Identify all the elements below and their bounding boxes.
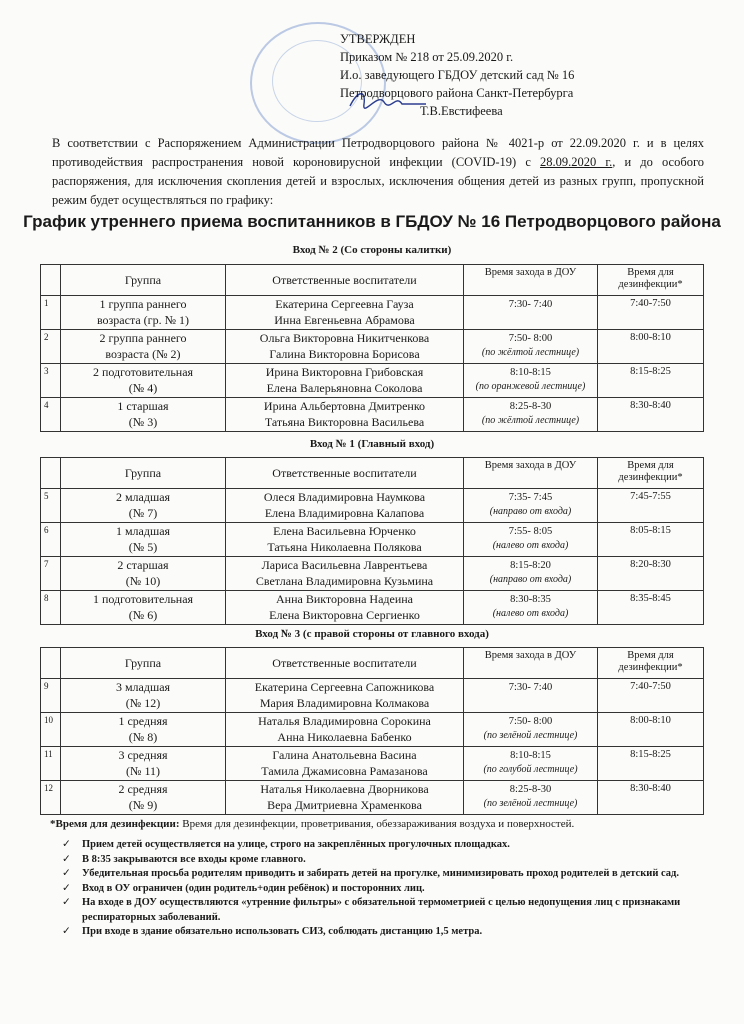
entry-time-cell: [464, 296, 598, 330]
group-name: 2 старшая: [117, 558, 169, 572]
teacher-2: Тамила Джамисовна Рамазанова: [261, 764, 428, 778]
row-number: 3: [41, 364, 61, 398]
group-name: 1 старшая: [117, 399, 169, 413]
header-disinfection-time: Время для дезинфекции*: [598, 265, 704, 296]
rule-text: На входе в ДОУ осуществляются «утренние фильтры» с обязательной термометрией с целью недопущения лиц с признаками респираторных заболеваний.: [82, 897, 681, 923]
teacher-2: Галина Викторовна Борисова: [269, 347, 420, 361]
approval-block: [340, 30, 574, 120]
teacher-2: Анна Николаевна Бабенко: [277, 730, 412, 744]
group-name: 1 группа раннего: [99, 297, 187, 311]
table-row: [41, 747, 704, 781]
teacher-1: Олеся Владимировна Наумкова: [263, 490, 426, 504]
teachers-cell: [226, 296, 464, 330]
teachers-cell: [226, 713, 464, 747]
entry-route-note: (направо от входа): [489, 506, 572, 517]
entry-route-note: (налево от входа): [492, 540, 569, 551]
teachers-cell: [226, 523, 464, 557]
entry-time-cell: [464, 747, 598, 781]
entry-route-note: (по оранжевой лестнице): [475, 381, 586, 392]
group-name: 1 подготовительная: [92, 592, 194, 606]
checkmark-icon: ✓: [62, 868, 71, 879]
checkmark-icon: ✓: [62, 839, 71, 850]
group-name: 1 средняя: [118, 714, 168, 728]
group-number: (№ 6): [128, 608, 158, 622]
entry-time-cell: [464, 364, 598, 398]
approval-title: УТВЕРЖДЕН: [340, 32, 416, 46]
intro-text-1: В соответствии с Распоряжением Администрации Петродворцового района № 4021-р от 22.09.2020 г. и в целях противодействия распространения новой короновирусной инфекции (COVID-19) с: [52, 136, 704, 169]
approval-position: И.о. заведующего ГБДОУ детский сад № 16: [340, 68, 575, 82]
rule-text: Прием детей осуществляется на улице, строго на закреплённых прогулочных площадках.: [82, 839, 510, 850]
header-responsible: Ответственные воспитатели: [226, 458, 464, 489]
teachers-cell: [226, 781, 464, 815]
group-cell: [61, 747, 226, 781]
entry-route-note: (направо от входа): [489, 574, 572, 585]
entry-route-note: (по жёлтой лестнице): [481, 415, 580, 426]
header-group: Группа: [61, 265, 226, 296]
row-number: 12: [41, 781, 61, 815]
footnote-label: *Время для дезинфекции:: [50, 818, 180, 830]
teachers-cell: [226, 557, 464, 591]
header-entry-time: Время захода в ДОУ: [464, 265, 598, 296]
header-num: [41, 265, 61, 296]
entry-time: 7:50- 8:00: [508, 716, 553, 727]
rule-item: [62, 925, 702, 940]
header-responsible: Ответственные воспитатели: [226, 265, 464, 296]
entry-time: 8:30-8:35: [510, 594, 551, 605]
entry-time: 7:50- 8:00: [508, 333, 553, 344]
rule-text: В 8:35 закрываются все входы кроме главного.: [82, 853, 306, 865]
entry-time: 7:30- 7:40: [508, 682, 553, 693]
group-number: возраста (№ 2): [105, 347, 181, 361]
entry-route-note: (по голубой лестнице): [483, 764, 578, 775]
row-number: 10: [41, 713, 61, 747]
table-row: [41, 679, 704, 713]
teacher-2: Елена Валерьяновна Соколова: [266, 381, 423, 395]
table-row: [41, 296, 704, 330]
group-name: 2 группа раннего: [99, 331, 187, 345]
teacher-2: Елена Викторовна Сергиенко: [269, 608, 420, 622]
disinfection-time: 8:15-8:25: [598, 747, 704, 781]
table-header-row: [41, 265, 704, 296]
teacher-1: Екатерина Сергеевна Гауза: [275, 297, 414, 311]
group-number: (№ 12): [125, 696, 161, 710]
checkmark-icon: ✓: [62, 853, 71, 865]
header-disinfection-time: Время для дезинфекции*: [598, 648, 704, 679]
intro-text-2: , и до особого распоряжения, для исключения скопления детей и взрослых, исключения общения детей из разных групп, пропускной режим будет осуществляться по графику:: [52, 155, 705, 207]
row-number: 9: [41, 679, 61, 713]
teacher-1: Ирина Альбертовна Дмитренко: [263, 399, 426, 413]
entry-route-note: (по зелёной лестнице): [483, 730, 578, 741]
entry-time-cell: [464, 679, 598, 713]
disinfection-time: 8:05-8:15: [598, 523, 704, 557]
header-entry-time: Время захода в ДОУ: [464, 458, 598, 489]
entrance-heading: Вход № 3 (с правой стороны от главного входа): [255, 628, 489, 640]
group-number: возраста (гр. № 1): [96, 313, 190, 327]
footnote: [50, 818, 574, 830]
table-header-row: [41, 648, 704, 679]
table-row: [41, 713, 704, 747]
entry-time: 7:30- 7:40: [508, 299, 553, 310]
entry-route-note: (по жёлтой лестнице): [481, 347, 580, 358]
teachers-cell: [226, 330, 464, 364]
row-number: 5: [41, 489, 61, 523]
disinfection-time: 8:00-8:10: [598, 330, 704, 364]
group-cell: [61, 781, 226, 815]
teachers-cell: [226, 489, 464, 523]
intro-date: 28.09.2020 г.: [540, 155, 613, 169]
checkmark-icon: ✓: [62, 926, 71, 937]
entry-time-cell: [464, 781, 598, 815]
entry-time: 7:35- 7:45: [508, 492, 553, 503]
group-number: (№ 7): [128, 506, 158, 520]
teacher-1: Галина Анатольевна Васина: [272, 748, 417, 762]
row-number: 4: [41, 398, 61, 432]
disinfection-time: 8:35-8:45: [598, 591, 704, 625]
approval-signatory: Т.В.Евстифеева: [420, 104, 503, 118]
group-cell: [61, 296, 226, 330]
table-row: [41, 523, 704, 557]
group-name: 2 младшая: [115, 490, 171, 504]
disinfection-time: 8:00-8:10: [598, 713, 704, 747]
teacher-2: Светлана Владимировна Кузьмина: [255, 574, 434, 588]
rule-item: [62, 896, 702, 925]
teacher-1: Лариса Васильевна Лаврентьева: [261, 558, 428, 572]
header-group: Группа: [61, 648, 226, 679]
schedule-table: [40, 457, 704, 625]
entry-time-cell: [464, 591, 598, 625]
teacher-1: Елена Васильевна Юрченко: [273, 524, 416, 538]
entry-time-cell: [464, 523, 598, 557]
table-row: [41, 489, 704, 523]
entry-time-cell: [464, 330, 598, 364]
group-number: (№ 11): [126, 764, 160, 778]
group-cell: [61, 591, 226, 625]
rule-text: При входе в здание обязательно использовать СИЗ, соблюдать дистанцию 1,5 метра.: [82, 926, 483, 937]
teacher-2: Мария Владимировна Колмакова: [259, 696, 430, 710]
teachers-cell: [226, 591, 464, 625]
header-disinfection-time: Время для дезинфекции*: [598, 458, 704, 489]
entrance-heading: Вход № 2 (Со стороны калитки): [292, 244, 452, 256]
group-name: 1 младшая: [115, 524, 171, 538]
group-cell: [61, 364, 226, 398]
group-cell: [61, 713, 226, 747]
footnote-text: Время для дезинфекции, проветривания, обеззараживания воздуха и поверхностей.: [179, 818, 575, 830]
teacher-1: Анна Викторовна Надеина: [275, 592, 414, 606]
entry-route-note: (налево от входа): [492, 608, 569, 619]
row-number: 7: [41, 557, 61, 591]
rule-item: [62, 867, 702, 882]
group-cell: [61, 398, 226, 432]
teacher-2: Татьяна Николаевна Полякова: [267, 540, 422, 554]
table-row: [41, 364, 704, 398]
header-group: Группа: [61, 458, 226, 489]
teacher-1: Ольга Викторовна Никитченкова: [259, 331, 430, 345]
group-number: (№ 4): [128, 381, 158, 395]
entry-route-note: (по зелёной лестнице): [483, 798, 578, 809]
entry-time-cell: [464, 398, 598, 432]
teacher-2: Татьяна Викторовна Васильева: [264, 415, 425, 429]
disinfection-time: 7:45-7:55: [598, 489, 704, 523]
rule-item: [62, 882, 702, 897]
entrance-heading: Вход № 1 (Главный вход): [309, 438, 435, 450]
row-number: 11: [41, 747, 61, 781]
teachers-cell: [226, 679, 464, 713]
row-number: 2: [41, 330, 61, 364]
group-number: (№ 3): [128, 415, 158, 429]
table-row: [41, 591, 704, 625]
group-cell: [61, 489, 226, 523]
schedule-table: [40, 647, 704, 815]
group-name: 2 средняя: [118, 782, 168, 796]
group-number: (№ 9): [128, 798, 158, 812]
entry-time: 8:10-8:15: [510, 750, 551, 761]
group-cell: [61, 557, 226, 591]
disinfection-time: 7:40-7:50: [598, 296, 704, 330]
checkmark-icon: ✓: [62, 882, 71, 894]
group-cell: [61, 330, 226, 364]
teachers-cell: [226, 398, 464, 432]
entry-time: 8:25-8-30: [509, 784, 552, 795]
rule-item: [62, 838, 702, 853]
entry-time: 8:25-8-30: [509, 401, 552, 412]
teacher-2: Вера Дмитриевна Храменкова: [267, 798, 422, 812]
rules-list: [62, 838, 702, 940]
group-cell: [61, 679, 226, 713]
entry-time-cell: [464, 557, 598, 591]
group-name: 3 средняя: [118, 748, 168, 762]
table-row: [41, 781, 704, 815]
intro-paragraph: [52, 134, 704, 210]
teacher-2: Инна Евгеньевна Абрамова: [274, 313, 415, 327]
group-number: (№ 10): [125, 574, 161, 588]
table-row: [41, 557, 704, 591]
disinfection-time: 8:15-8:25: [598, 364, 704, 398]
teachers-cell: [226, 364, 464, 398]
teacher-1: Ирина Викторовна Грибовская: [265, 365, 424, 379]
rule-item: [62, 853, 702, 868]
rule-text: Вход в ОУ ограничен (один родитель+один ребёнок) и посторонних лиц.: [82, 882, 425, 894]
table-row: [41, 330, 704, 364]
row-number: 1: [41, 296, 61, 330]
group-name: 2 подготовительная: [92, 365, 194, 379]
entry-time: 8:15-8:20: [510, 560, 551, 571]
teacher-1: Наталья Николаевна Дворникова: [260, 782, 429, 796]
approval-order: Приказом № 218 от 25.09.2020 г.: [340, 50, 514, 64]
header-entry-time: Время захода в ДОУ: [464, 648, 598, 679]
group-cell: [61, 523, 226, 557]
teacher-1: Екатерина Сергеевна Сапожникова: [254, 680, 435, 694]
disinfection-time: 8:20-8:30: [598, 557, 704, 591]
disinfection-time: 8:30-8:40: [598, 781, 704, 815]
disinfection-time: 7:40-7:50: [598, 679, 704, 713]
header-num: [41, 458, 61, 489]
header-responsible: Ответственные воспитатели: [226, 648, 464, 679]
row-number: 8: [41, 591, 61, 625]
table-row: [41, 398, 704, 432]
teacher-1: Наталья Владимировна Сорокина: [258, 714, 431, 728]
row-number: 6: [41, 523, 61, 557]
entry-time-cell: [464, 489, 598, 523]
header-num: [41, 648, 61, 679]
teachers-cell: [226, 747, 464, 781]
group-number: (№ 5): [128, 540, 158, 554]
disinfection-time: 8:30-8:40: [598, 398, 704, 432]
teacher-2: Елена Владимировна Калапова: [264, 506, 425, 520]
entry-time-cell: [464, 713, 598, 747]
group-number: (№ 8): [128, 730, 158, 744]
checkmark-icon: ✓: [62, 897, 71, 908]
rule-text: Убедительная просьба родителям приводить и забирать детей на прогулке, минимизировать проход родителей в детский сад.: [82, 868, 679, 879]
group-name: 3 младшая: [115, 680, 171, 694]
entry-time: 8:10-8:15: [510, 367, 551, 378]
approval-district: Петродворцового района Санкт-Петербурга: [340, 86, 574, 100]
table-header-row: [41, 458, 704, 489]
page-title: График утреннего приема воспитанников в ГБДОУ № 16 Петродворцового района: [23, 212, 721, 231]
entry-time: 7:55- 8:05: [508, 526, 553, 537]
schedule-table: [40, 264, 704, 432]
